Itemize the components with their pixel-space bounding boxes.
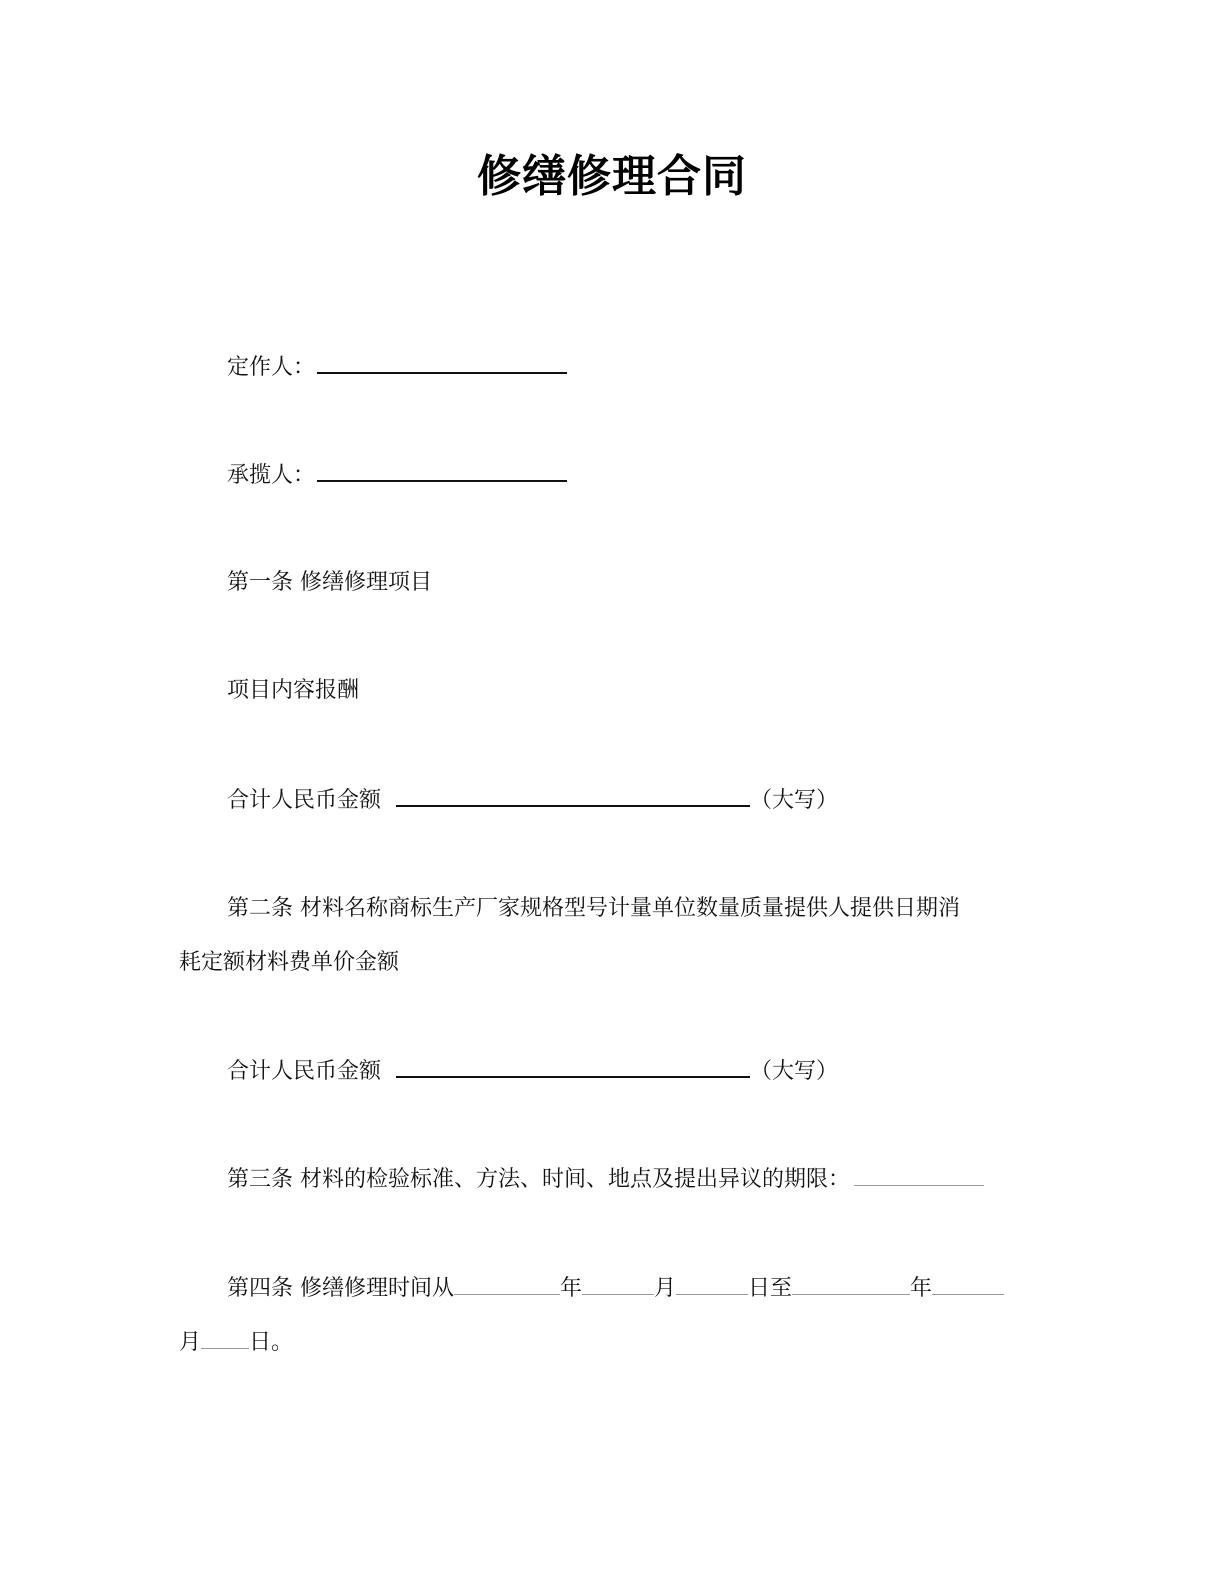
article1-total-label: 合计人民币金额: [227, 788, 382, 813]
document-title: 修缮修理合同: [477, 151, 747, 202]
contractor-field[interactable]: [317, 460, 567, 482]
article1-total-line: [227, 785, 838, 816]
article2-total-suffix: （大写）: [750, 1059, 839, 1084]
article2-total-field[interactable]: [396, 1056, 750, 1078]
start-day-to-label: 日至: [748, 1276, 793, 1301]
end-day-field[interactable]: [201, 1328, 249, 1349]
end-day-label: 日。: [249, 1330, 294, 1355]
orderer-field[interactable]: [317, 352, 567, 374]
article2-total-line: [227, 1056, 838, 1087]
article3-text: 第三条 材料的检验标准、方法、时间、地点及提出异议的期限：: [227, 1167, 850, 1192]
article3-field[interactable]: [854, 1165, 984, 1186]
start-year-field[interactable]: [454, 1274, 560, 1295]
article1-heading: 第一条 修缮修理项目: [227, 570, 432, 595]
article1-total-suffix: （大写）: [750, 788, 839, 813]
article1-subheading: 项目内容报酬: [227, 678, 360, 703]
article1-total-field[interactable]: [396, 785, 750, 807]
article4-line2: [179, 1328, 293, 1358]
start-year-label: 年: [560, 1276, 583, 1301]
article4-prefix: 第四条 修缮修理时间从: [227, 1276, 454, 1301]
article2-line1: 第二条 材料名称商标生产厂家规格型号计量单位数量质量提供人提供日期消: [227, 896, 960, 921]
article2-total-label: 合计人民币金额: [227, 1059, 382, 1084]
article2-line2: 耗定额材料费单价金额: [179, 950, 400, 975]
end-year-label: 年: [910, 1276, 933, 1301]
end-month-field[interactable]: [932, 1274, 1004, 1295]
start-month-label: 月: [654, 1276, 677, 1301]
orderer-label: 定作人：: [227, 355, 316, 380]
end-year-field[interactable]: [792, 1274, 910, 1295]
contractor-label: 承揽人：: [227, 463, 316, 488]
article3-line: [227, 1165, 984, 1195]
orderer-line: [227, 352, 567, 383]
end-month-label: 月: [179, 1330, 202, 1355]
contractor-line: [227, 460, 567, 491]
start-month-field[interactable]: [582, 1274, 654, 1295]
start-day-field[interactable]: [676, 1274, 748, 1295]
article4-line1: [227, 1274, 1004, 1304]
